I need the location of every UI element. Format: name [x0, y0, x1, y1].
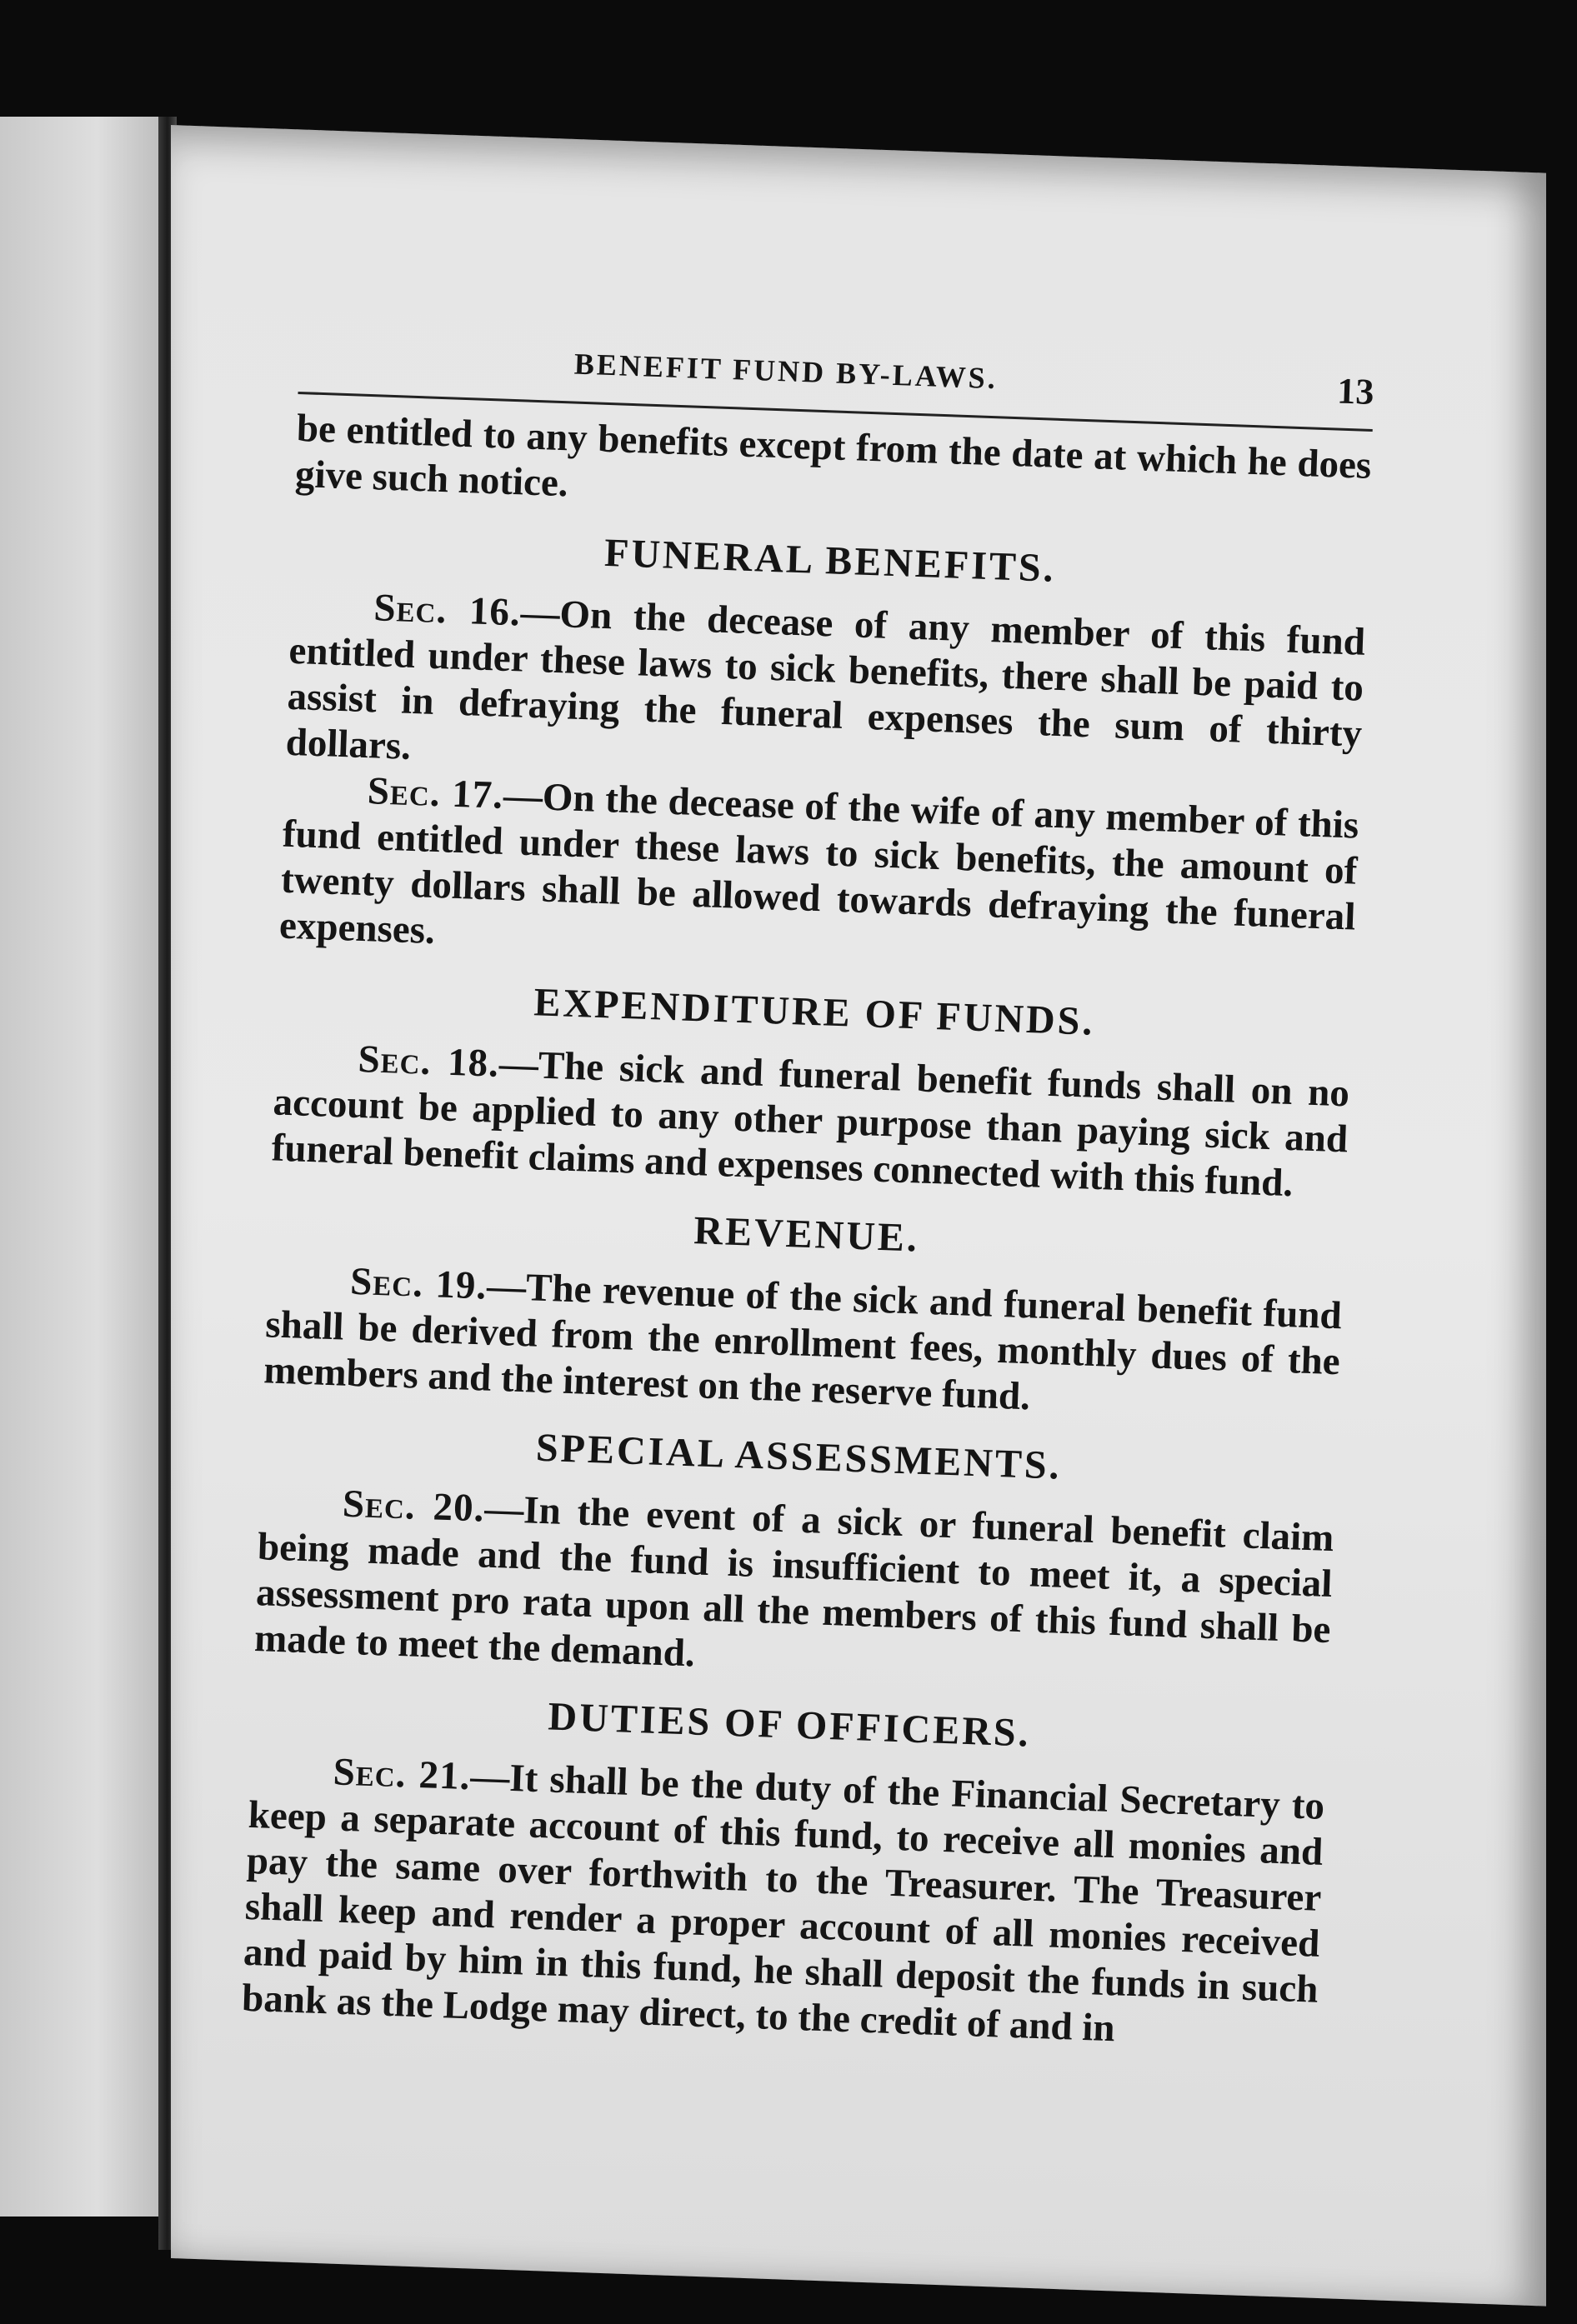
section-heading: REVENUE. [693, 1208, 920, 1261]
section-paragraph [263, 1256, 1343, 1431]
section-number: Sec. 17. [366, 769, 504, 817]
section-number: Sec. 18. [357, 1037, 500, 1086]
continued-paragraph: be entitled to any benefits except from the date at which he does give such notice. [294, 406, 1373, 506]
section-text: —It shall be the duty of the Financial Secretary to keep a separate account of this fund, to receive all monies and pay the same over forthwith to the Treasurer. The Treasurer shall keep and render a proper account of all monies received and paid by him in this fund, he shall deposit the funds in such bank as the Lodge may direct, to the credit of and in [241, 1755, 1325, 2051]
page-number: 13 [1336, 370, 1375, 412]
section-paragraph [253, 1478, 1334, 1699]
section-number: Sec. 19. [349, 1259, 488, 1308]
section-heading: SPECIAL ASSESSMENTS. [535, 1425, 1063, 1488]
section-number: Sec. 21. [332, 1750, 472, 1799]
section-heading: DUTIES OF OFFICERS. [547, 1694, 1032, 1756]
section-paragraph [285, 582, 1366, 803]
section-number: Sec. 20. [342, 1482, 486, 1531]
section-number: Sec. 16. [373, 586, 522, 635]
section-heading: FUNERAL BENEFITS. [603, 530, 1057, 591]
running-title: BENEFIT FUND BY-LAWS. [573, 347, 999, 396]
section-text: —The revenue of the sick and funeral benefit fund shall be derived from the enrollment fees, monthly dues of the members and the interest on the reserve fund. [263, 1264, 1343, 1419]
section-paragraph [278, 766, 1359, 987]
section-text: —The sick and funeral benefit funds shall on no account be applied to any other purpose than paying sick and funeral benefit claims and expenses connected with this fund. [270, 1042, 1350, 1206]
section-text: —In the event of a sick or funeral benefit claim being made and the fund is insufficient to meet it, a special assessment pro rata upon all the members of this fund shall be made to meet the demand. [253, 1487, 1335, 1676]
section-paragraph [271, 1033, 1350, 1208]
section-text: —On the decease of the wife of any member of this fund entitled under these laws to sick benefits, the amount of twenty dollars shall be allowed towards defraying the funeral expenses. [278, 773, 1360, 953]
facing-page-edge [0, 117, 163, 2217]
page-content [241, 333, 1374, 2059]
section-heading: EXPENDITURE OF FUNDS. [533, 980, 1096, 1044]
section-paragraph [241, 1747, 1325, 2059]
section-text: —On the decease of any member of this fund entitled under these laws to sick benefits, there shall be paid to assist in defraying the funeral expenses the sum of thirty dollars. [284, 591, 1366, 768]
